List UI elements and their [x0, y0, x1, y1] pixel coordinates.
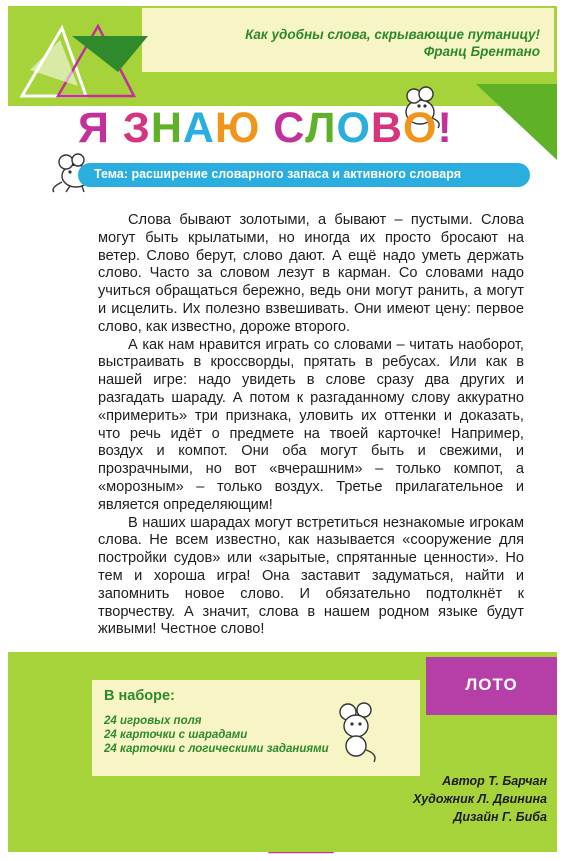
title-letter: ! [437, 104, 453, 152]
topic-text: Тема: расширение словарного запаса и активного словаря [94, 167, 461, 181]
loto-label: ЛОТО [465, 675, 518, 694]
title-letter: О [402, 104, 438, 152]
green-triangle-right [476, 84, 557, 160]
credit-author: Автор Т. Барчан [442, 774, 547, 788]
title-letter: З [122, 104, 151, 152]
contents-item: 24 игровых поля [104, 715, 202, 727]
contents-item: 24 карточки с шарадами [104, 729, 248, 741]
title-letter [260, 104, 273, 153]
title-letter: О [336, 104, 371, 152]
contents-item: 24 карточки с логическими заданиями [104, 743, 329, 755]
epigraph-author: Франц Брентано [423, 44, 540, 59]
paragraph: А как нам нравится играть со словами – читать наоборот, выстраивать в кроссворды, прятать в ребусах. Или как в нашей игре: надо увидеть в слове сразу два других и разгадать шараду. А потом к разгаданному слову аккуратно «примерить» три признака, уловить их оттенки и доказать, что речь идёт о предмете на твоей карточке! Например, воздух и компот. Они оба могут быть и свежими, и прозрачными, но вот «вчерашним» – только компот, а «морозным» – только воздух. Третье прилагательное и является определяющим! [98, 336, 524, 513]
loto-label-band [426, 657, 557, 715]
title-letter: Л [305, 104, 337, 152]
title-letter: Я [78, 104, 110, 152]
epigraph-text: Как удобны слова, скрывающие путаницу! [245, 27, 540, 42]
credit-illustrator: Художник Л. Двинина [413, 792, 547, 806]
title-letter: Ю [214, 104, 261, 152]
title-letter: В [370, 104, 403, 152]
mouse-illustration-bottom [328, 700, 384, 764]
topic-bar [78, 163, 530, 187]
title-letter [110, 104, 123, 153]
contents-list [104, 714, 329, 756]
title-letter: А [182, 104, 215, 152]
credits [413, 772, 547, 826]
paragraph: Слова бывают золотыми, а бывают – пустыми. Слова могут быть крылатыми, но иногда их просто бросают на ветер. Слово берут, слово дают. А ещё надо уметь держать слово. Часто за словом лезут в карман. Со словами надо учиться обращаться бережно, ведь они могут ранить, а могут и исцелить. Их полезно взвешивать. Они имеют цену: первое слово, как известно, дороже второго. [98, 212, 524, 335]
book-title [78, 104, 453, 153]
description-text [98, 212, 524, 639]
title-letter: С [273, 104, 306, 152]
title-letter: Н [150, 104, 183, 152]
contents-title: В наборе: [104, 688, 175, 704]
credit-designer: Дизайн Г. Биба [453, 810, 547, 824]
white-triangle-top [30, 40, 78, 86]
paragraph: В наших шарадах могут встретиться незнакомые игрокам слова. Не всем известно, как называется «сооружение для постройки судов» или «зарытые, спрятанные ценности». Но тем и хороша игра! Она заставит задуматься, найти и запомнить новое слово. И обязательно подтолкнёт к творчеству. А значит, слова в нашем родном языке будут живыми! Честное слово! [98, 514, 524, 638]
